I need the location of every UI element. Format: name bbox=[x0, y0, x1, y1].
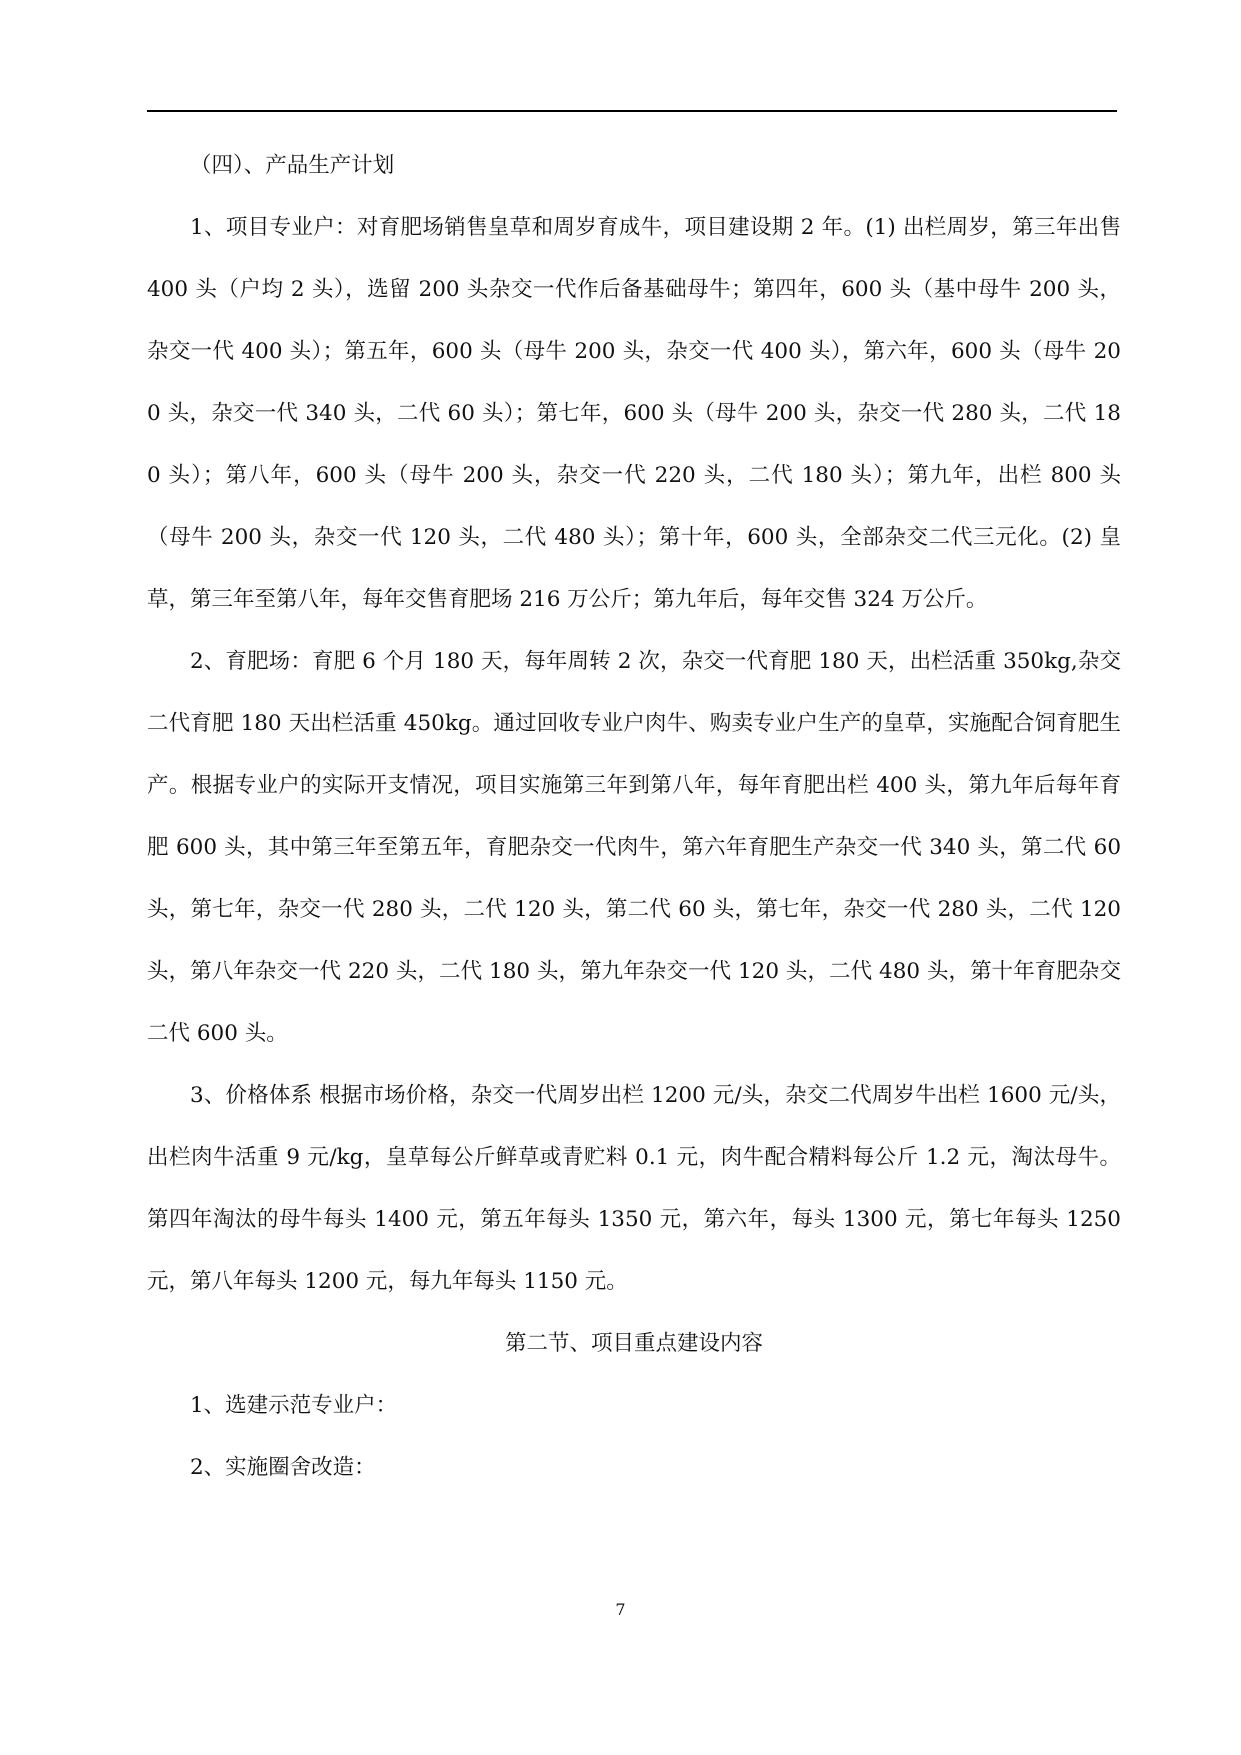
subsection-heading: 第二节、项目重点建设内容 bbox=[504, 1331, 763, 1356]
page-number: 7 bbox=[615, 1600, 626, 1619]
list-item-pen-renovation: 2、实施圈舍改造： bbox=[190, 1455, 376, 1480]
paragraph-specialized-households: 1、项目专业户：对育肥场销售皇草和周岁育成牛，项目建设期 2 年。(1) 出栏周岁，第三年出售 400 头（户均 2 头），选留 200 头杂交一代作后备基础母牛；第四年，600 头（基中母牛 200 头，杂交一代 400 头）；第五年，600 头（母牛 200 头，杂交一代 400 头），第六年，600 头（母牛 200 头，杂交一代 340 头，二代 60 头）；第七年，600 头（母牛 200 头，杂交一代 280 头，二代 180 头）；第八年，600 头（母牛 200 头，杂交一代 220 头，二代 180 头）；第九年，出栏 800 头（母牛 200 头，杂交一代 120 头，二代 480 头）；第十年，600 头，全部杂交二代三元化。(2) 皇草，第三年至第八年，每年交售育肥场 216 万公斤；第九年后，每年交售 324 万公斤。 bbox=[147, 215, 1121, 612]
list-item-demo-households: 1、选建示范专业户： bbox=[190, 1393, 398, 1418]
paragraph-fattening-farm: 2、育肥场：育肥 6 个月 180 天，每年周转 2 次，杂交一代育肥 180 天，出栏活重 350kg,杂交二代育肥 180 天出栏活重 450kg。通过回收专业户肉牛、购卖专业户生产的皇草，实施配合饲育肥生产。根据专业户的实际开支情况，项目实施第三年到第八年，每年育肥出栏 400 头，第九年后每年育肥 600 头，其中第三年至第五年，育肥杂交一代肉牛，第六年育肥生产杂交一代 340 头，第二代 60 头，第七年，杂交一代 280 头，二代 120 头，第二代 60 头，第七年，杂交一代 280 头，二代 120 头，第八年杂交一代 220 头，二代 180 头，第九年杂交一代 120 头，二代 480 头，第十年育肥杂交二代 600 头。 bbox=[147, 649, 1121, 1046]
header-rule bbox=[147, 110, 1117, 112]
paragraph-price-system: 3、价格体系 根据市场价格，杂交一代周岁出栏 1200 元/头，杂交二代周岁牛出栏 1600 元/头，出栏肉牛活重 9 元/kg，皇草每公斤鲜草或青贮料 0.1 元，肉牛配合精料每公斤 1.2 元，淘汰母牛。第四年淘汰的母牛每头 1400 元，第五年每头 1350 元，第六年，每头 1300 元，第七年每头 1250 元，第八年每头 1200 元，每九年每头 1150 元。 bbox=[147, 1083, 1121, 1294]
section-heading: （四）、产品生产计划 bbox=[190, 153, 395, 178]
document-body bbox=[147, 135, 1121, 1499]
